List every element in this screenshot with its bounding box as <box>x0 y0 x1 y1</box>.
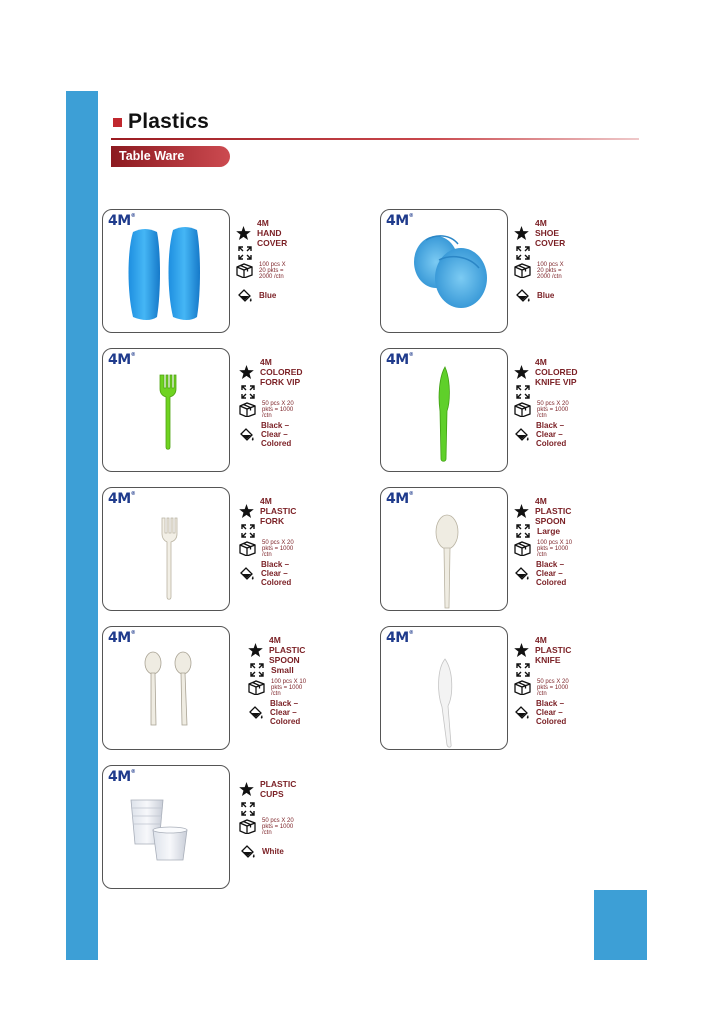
product-size: Large <box>537 525 561 536</box>
box-icon <box>514 680 531 695</box>
product-name: 4M HAND COVER <box>257 217 288 248</box>
paint-bucket-icon <box>236 288 253 303</box>
product-size-row <box>239 801 298 816</box>
paint-bucket-icon <box>239 427 255 442</box>
product-color-row <box>514 699 573 726</box>
product-packing: 100 pcs X 10 pkts = 1000 /ctn <box>537 539 573 558</box>
product-name: 4M PLASTIC KNIFE <box>535 634 572 665</box>
product-color-row <box>514 421 580 448</box>
product-image-box <box>380 348 508 472</box>
product-color: Blue <box>537 291 555 300</box>
product-info <box>514 634 573 726</box>
product-packing: 100 pcs X 20 pkts = 2000 /ctn <box>259 261 286 280</box>
expand-arrows-icon <box>514 523 531 538</box>
expand-arrows-icon <box>236 245 253 260</box>
product-name-row <box>239 495 298 526</box>
corner-accent-block <box>594 890 647 960</box>
box-icon <box>514 541 531 556</box>
product-name-row <box>514 495 573 526</box>
brand-logo: 4M® <box>108 491 136 507</box>
product-name-row <box>514 217 567 248</box>
brand-logo: 4M® <box>386 630 414 646</box>
product-color: Black – Clear – Colored <box>270 699 301 726</box>
brand-logo: 4M® <box>386 213 414 229</box>
product-color-row <box>239 844 298 859</box>
product-info <box>239 778 298 859</box>
product-color: Black – Clear – Colored <box>536 560 567 587</box>
product-packing: 50 pcs X 20 pkts = 1000 /ctn <box>537 678 569 697</box>
expand-arrows-icon <box>514 245 531 260</box>
box-icon <box>239 402 256 417</box>
box-icon <box>236 263 253 278</box>
product-packing-row <box>514 263 567 278</box>
brand-logo: 4M® <box>108 213 136 229</box>
product-packing-row <box>514 402 580 417</box>
product-color-row <box>514 560 573 587</box>
product-color-row <box>236 288 289 303</box>
product-size: Small <box>271 664 294 675</box>
product-packing: 100 pcs X 10 pkts = 1000 /ctn <box>271 678 307 697</box>
section-label: Table Ware <box>111 146 230 167</box>
expand-arrows-icon <box>239 523 256 538</box>
product-packing: 50 pcs X 20 pkts = 1000 /ctn <box>262 400 294 419</box>
paint-bucket-icon <box>514 566 530 581</box>
product-packing-row <box>239 402 305 417</box>
product-packing: 100 pcs X 20 pkts = 2000 /ctn <box>537 261 564 280</box>
star-icon <box>514 364 529 379</box>
paint-bucket-icon <box>514 288 531 303</box>
box-icon <box>514 402 531 417</box>
product-name: 4M PLASTIC SPOON <box>269 634 306 665</box>
product-info <box>514 217 567 303</box>
product-color: Black – Clear – Colored <box>261 421 292 448</box>
product-color: Black – Clear – Colored <box>536 421 567 448</box>
product-info <box>236 217 289 303</box>
star-icon <box>514 225 529 240</box>
product-image-box <box>102 765 230 889</box>
product-packing-row <box>514 680 573 695</box>
brand-logo: 4M® <box>108 769 136 785</box>
expand-arrows-icon <box>248 662 265 677</box>
box-icon <box>514 263 531 278</box>
product-color: Black – Clear – Colored <box>536 699 567 726</box>
product-image-box <box>380 209 508 333</box>
star-icon <box>514 503 529 518</box>
paint-bucket-icon <box>239 566 255 581</box>
title-bullet <box>113 118 122 127</box>
expand-arrows-icon <box>514 384 531 399</box>
product-image-box <box>102 626 230 750</box>
box-icon <box>239 541 256 556</box>
product-packing-row <box>239 541 298 556</box>
product-image-box <box>102 209 230 333</box>
product-info <box>248 634 307 726</box>
product-info <box>239 356 305 448</box>
title-rule <box>111 138 639 140</box>
product-name: 4M PLASTIC FORK <box>260 495 297 526</box>
product-packing-row <box>239 819 298 834</box>
product-info <box>514 495 573 587</box>
product-color: White <box>262 847 284 856</box>
product-packing-row <box>236 263 289 278</box>
star-icon <box>239 364 254 379</box>
product-color-row <box>514 288 567 303</box>
product-color-row <box>239 560 298 587</box>
product-name: 4M SHOE COVER <box>535 217 566 248</box>
brand-logo: 4M® <box>386 491 414 507</box>
brand-logo: 4M® <box>108 630 136 646</box>
product-color-row <box>239 421 305 448</box>
star-icon <box>514 642 529 657</box>
expand-arrows-icon <box>239 801 256 816</box>
page-title-group <box>113 110 209 134</box>
product-name-row <box>236 217 289 248</box>
product-packing-row <box>514 541 573 556</box>
star-icon <box>236 225 251 240</box>
box-icon <box>248 680 265 695</box>
star-icon <box>239 781 254 796</box>
product-packing: 50 pcs X 20 pkts = 1000 /ctn <box>262 817 294 836</box>
star-icon <box>239 503 254 518</box>
product-packing: 50 pcs X 20 pkts = 1000 /ctn <box>262 539 294 558</box>
product-packing: 50 pcs X 20 pkts = 1000 /ctn <box>537 400 569 419</box>
product-info <box>239 495 298 587</box>
page-title: Plastics <box>128 110 209 133</box>
expand-arrows-icon <box>239 384 256 399</box>
product-packing-row <box>248 680 307 695</box>
product-name: 4M COLORED FORK VIP <box>260 356 303 387</box>
product-name: PLASTIC CUPS <box>260 778 297 799</box>
product-image-box <box>102 487 230 611</box>
product-color: Blue <box>259 291 277 300</box>
product-image-box <box>380 487 508 611</box>
star-icon <box>248 642 263 657</box>
product-image-box <box>380 626 508 750</box>
product-color-row <box>248 699 307 726</box>
paint-bucket-icon <box>514 427 530 442</box>
product-name-row <box>514 634 573 665</box>
paint-bucket-icon <box>248 705 264 720</box>
product-name-row <box>514 356 580 387</box>
product-name-row <box>239 356 305 387</box>
product-image-box <box>102 348 230 472</box>
brand-logo: 4M® <box>108 352 136 368</box>
product-name-row <box>239 778 298 799</box>
product-info <box>514 356 580 448</box>
brand-logo: 4M® <box>386 352 414 368</box>
product-name: 4M PLASTIC SPOON <box>535 495 572 526</box>
left-accent-bar <box>66 91 98 960</box>
paint-bucket-icon <box>239 844 256 859</box>
box-icon <box>239 819 256 834</box>
product-name-row <box>248 634 307 665</box>
expand-arrows-icon <box>514 662 531 677</box>
product-name: 4M COLORED KNIFE VIP <box>535 356 578 387</box>
paint-bucket-icon <box>514 705 530 720</box>
product-color: Black – Clear – Colored <box>261 560 292 587</box>
